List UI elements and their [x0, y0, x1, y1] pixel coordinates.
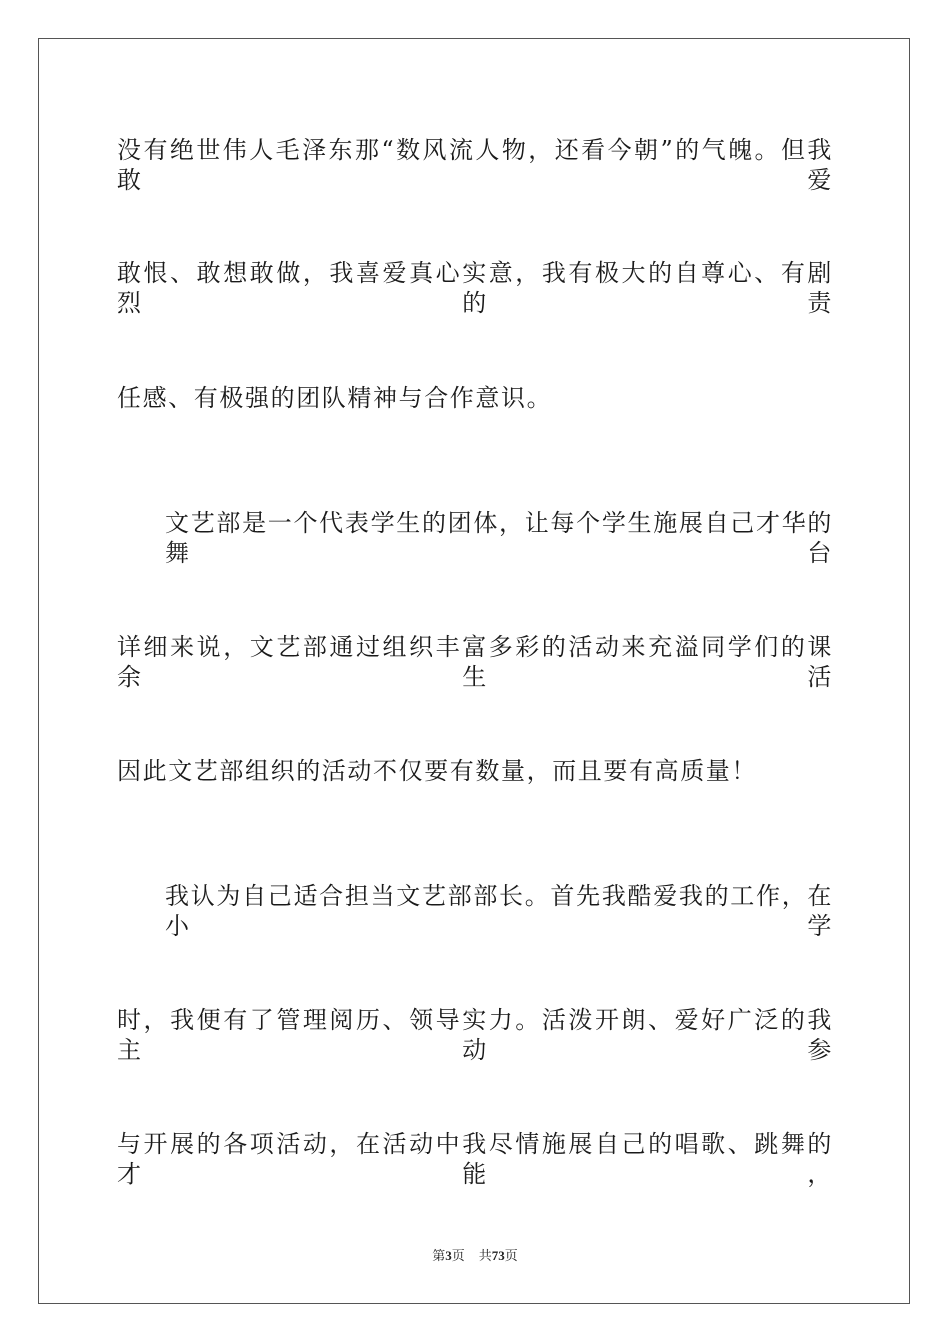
text-line-9: 与开展的各项活动，在活动中我尽情施展自己的唱歌、跳舞的才能， [117, 1130, 833, 1188]
text-line-2: 敢恨、敢想敢做，我喜爱真心实意，我有极大的自尊心、有剧烈的责 [117, 259, 833, 317]
page-footer [0, 1247, 950, 1266]
text-line-4: 文艺部是一个代表学生的团体，让每个学生施展自己才华的舞台 [165, 509, 833, 567]
page-suffix: 页 [451, 1249, 465, 1264]
text-line-1: 没有绝世伟人毛泽东那“数风流人物，还看今朝”的气魄。但我敢爱 [117, 136, 833, 194]
text-line-3: 任感、有极强的团队精神与合作意识。 [117, 384, 553, 412]
text-line-6: 因此文艺部组织的活动不仅要有数量，而且要有高质量！ [117, 757, 757, 785]
total-pages: 73 [491, 1248, 505, 1263]
page-number: 3 [445, 1248, 452, 1263]
text-line-7: 我认为自己适合担当文艺部部长。首先我酷爱我的工作，在小学 [165, 882, 833, 940]
text-line-8: 时，我便有了管理阅历、领导实力。活泼开朗、爱好广泛的我主动参 [117, 1006, 833, 1064]
total-suffix: 页 [504, 1249, 518, 1264]
page-prefix: 第 [432, 1249, 446, 1264]
total-prefix: 共 [478, 1249, 492, 1264]
text-line-5: 详细来说，文艺部通过组织丰富多彩的活动来充溢同学们的课余生活 [117, 633, 833, 691]
